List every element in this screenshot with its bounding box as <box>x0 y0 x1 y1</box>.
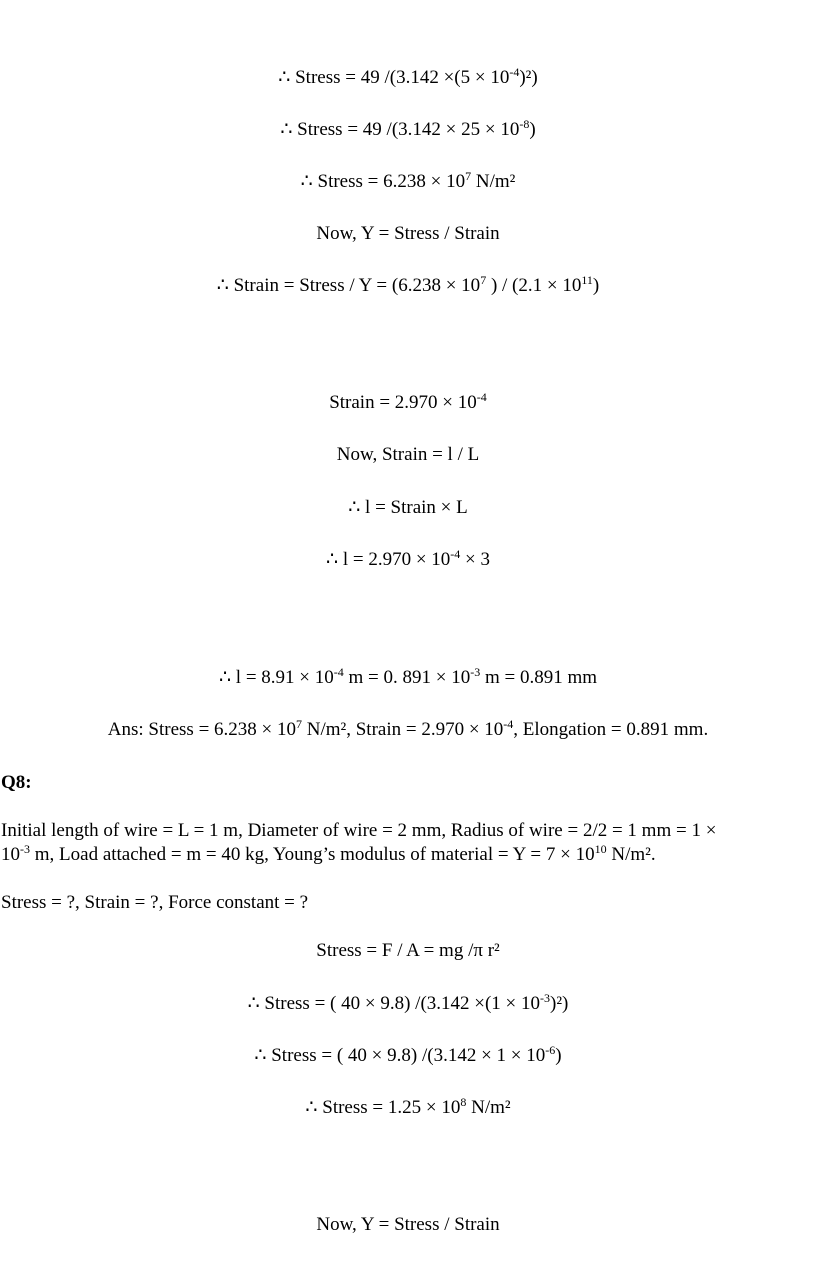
equation-elongation-substitution: ∴ $l = 2.970 \times 10^{-4} \times 3$ <box>325 547 491 570</box>
equation-stress-formula: Stress = F / A = mg /π r² <box>316 940 500 961</box>
equation-stress-simplified: ∴ Stress = 49 $/(3.142 \times 25 \times 10^{-8})$ <box>280 117 536 140</box>
answer-line: Ans: Stress = $6.238 \times 10^7$ N/m², Strain = $2.970 \times 10^{-4}$, Elongation = 0.891 mm. <box>107 717 709 740</box>
equation-youngs-modulus: Now, Y = Stress / Strain <box>316 223 500 244</box>
equation-elongation-result: ∴ $l = 8.91 \times 10^{-4}$ m = 0. $891 \times 10^{-3}$ m = 0.891 mm <box>218 665 598 688</box>
equation-q8-stress-substitution: ∴ Stress = ( 40 × 9.8) $/(3.142 \times(1 \times 10^{-3})^2)$ <box>247 991 569 1014</box>
equation-strain-substitution: ∴ Strain = Stress / $Y = (6.238 \times 10^7$ ) / $(2.1 \times 10^{11})$ <box>216 273 600 296</box>
equation-q8-youngs-modulus: Now, Y = Stress / Strain <box>316 1214 500 1235</box>
unknowns-line: Stress = ?, Strain = ?, Force constant = ? <box>1 892 309 913</box>
equation-stress-substitution: ∴ Stress = 49 $/(3.142 \times(5 \times 10^{-4})^2)$ <box>278 65 538 88</box>
equation-elongation-formula: ∴ l = Strain × L <box>348 497 468 518</box>
question-heading-q8: Q8: <box>1 772 32 793</box>
equation-q8-stress-result: ∴ Stress = $1.25 \times 10^8$ N/m² <box>305 1095 511 1118</box>
equation-strain-result: Strain = $2.970 \times 10^{-4}$ <box>329 390 487 413</box>
equation-q8-stress-simplified: ∴ Stress = ( 40 × 9.8) $/(3.142 \times 1 \times 10^{-6})$ <box>254 1043 562 1066</box>
given-data-line-1: Initial length of wire = L = 1 m, Diameter of wire = 2 mm, Radius of wire = 2/2 = 1 mm = 1 × <box>1 820 717 841</box>
equation-stress-result: ∴ Stress = $6.238 \times 10^7$ N/m² <box>300 169 516 192</box>
given-data-line-2: $10^{-3}$ m, Load attached = m = 40 kg, Young’s modulus of material = $Y = 7 \times 10^{10}$ N/m². <box>1 842 656 865</box>
equation-strain-definition: Now, Strain = l / L <box>336 444 480 465</box>
